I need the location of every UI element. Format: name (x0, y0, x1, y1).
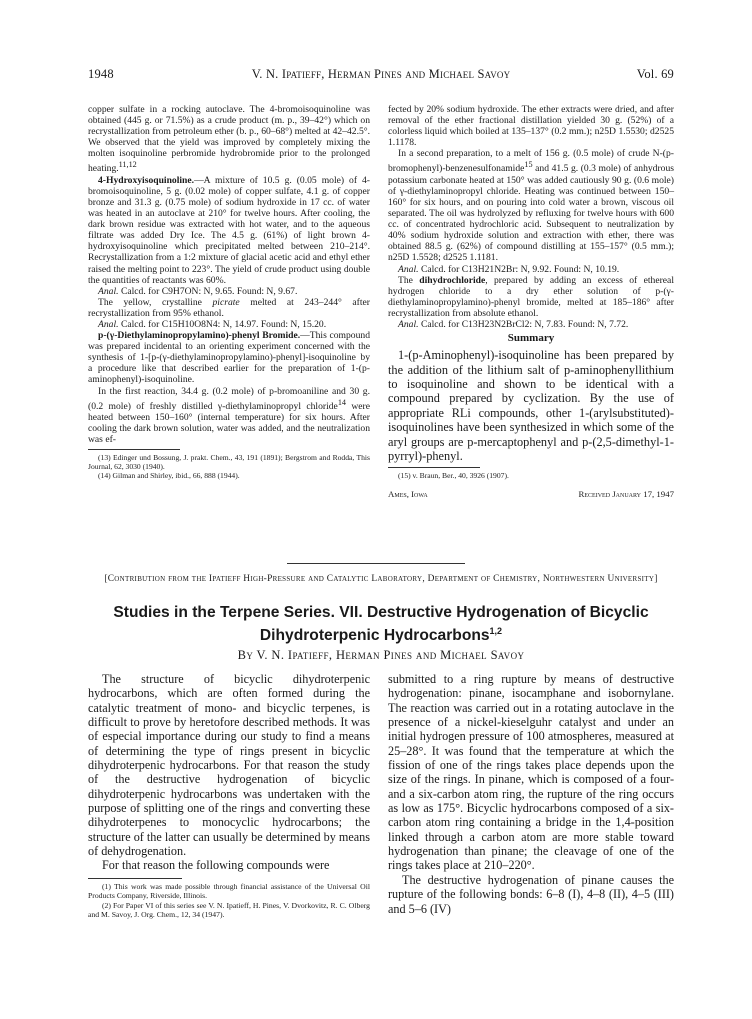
received-date: Received January 17, 1947 (578, 488, 674, 499)
paragraph: The yellow, crystalline picrate melted at 243–244° after recrystallization from 95% ethanol. (88, 296, 370, 319)
paragraph: For that reason the following compounds were (102, 858, 330, 873)
analysis-line: Anal. Calcd. for C9H7ON: N, 9.65. Found: N, 9.67. (98, 285, 298, 297)
paragraph: In a second preparation, to a melt of 156 g. (0.5 mole) of crude N-(p-bromophenyl)-benzenesulfonamide$^{15}$ and 41.5 g. (0.3 mole) of anhydrous potassium carbonate heated at 150° was added cautiously 90 g. (0.6 mole) of γ-diethylaminopropyl chloride. Heating was continued between 150–160° for six hours, and on pouring into cold water a brown, viscous oil separated. The oil was hydrolyzed by refluxing for twelve hours with 600 cc. of concentrated hydrochloric acid. Subsequent to neutralization by 40% sodium hydroxide solution and extraction with ether, there was obtained 88.5 g. (62%) of compound distilling at 155–157° (0.5 mm.); n25D 1.5528; d2525 1.1181. (388, 148, 674, 264)
paragraph: The dihydrochloride, prepared by adding an excess of ethereal hydrogen chloride to a dry ether solution of p-(γ-diethylaminopropylamino)-phenyl bromide, melted at 185–186° after recrystallization from absolute ethanol. (388, 274, 674, 319)
paragraph: p-(γ-Diethylaminopropylamino)-phenyl Bromide.—This compound was prepared incidental to an orienting experiment concerned with the synthesis of 1-[p-(γ-diethylaminopropylamino)-phenyl]-isoquinoline by a procedure like that described earlier for the preparation of 1-(p-aminophenyl)-isoquinoline. (88, 330, 370, 386)
footnote-rule (388, 467, 480, 468)
article-title: Studies in the Terpene Series. VII. Destructive Hydrogenation of Bicyclic Dihydroterpenic Hydrocarbons$^{1,2}$ (113, 604, 649, 645)
running-header (88, 67, 674, 83)
body-left-column (88, 672, 370, 919)
paragraph: The structure of bicyclic dihydroterpenic hydrocarbons, which are often formed during the catalytic treatment of mono- and bicyclic terpenes, is difficult to prove by heretofore described methods. It was of especial importance during our study to find a means of determining the type of rings present in bicyclic dihydroterpenic hydrocarbons. For that reason the study of the destructive hydrogenation of bicyclic dihydroterpenic hydrocarbons was undertaken with the purpose of splitting one of the rings and converting these dihydroterpenes to monocyclic hydrocarbons; the structure of the latter can usually be determined by means of dehydrogenation. (88, 672, 370, 859)
footnote: (1) This work was made possible through financial assistance of the Universal Oil Products Company, Riverside, Illinois. (88, 881, 370, 901)
summary-text: 1-(p-Aminophenyl)-isoquinoline has been prepared by the addition of the lithium salt of p-aminophenyllithium to isoquinoline and shown to be identical with a compound prepared by cyclization. By the use of appropriate RLi compounds, other 1-(arylsubstituted)-isoquinolines have been synthesized in which some of the aryl groups are p-mercaptophenyl and p-(2,5-dimethyl-1-pyrryl)-phenyl. (388, 348, 674, 463)
body-right-column (388, 672, 674, 916)
paragraph: submitted to a ring rupture by means of destructive hydrogenation: pinane, isocamphane and isobornylane. The reaction was carried out in a rotating autoclave in the presence of a nickel-kieselguhr catalyst and under an initial hydrogen pressure of 100 atmospheres, measured at 25–28°. It was found that the temperature at which the fission of one of the rings takes place depends upon the size of the rings. In pinane, which is composed of a four- and a six-carbon atom ring, the rupture of the ring occurs as low as 175°. Bicyclic hydrocarbons composed of a six-carbon atom ring containing a bridge in the 1,4-position linked through a carbon atom are more stable toward hydrogenation than pinane; the cleavage of one of the rings takes place at 210–220°. (388, 672, 674, 873)
analysis-line: Anal. Calcd. for C13H21N2Br: N, 9.92. Found: N, 10.19. (398, 263, 620, 275)
right-column (388, 104, 674, 501)
footnote: (13) Edinger und Bossung, J. prakt. Chem., 43, 191 (1891); Bergstrom and Rodda, This Journal, 62, 3030 (1940). (88, 453, 370, 472)
location: Ames, Iowa (388, 488, 428, 499)
paragraph: copper sulfate in a rocking autoclave. The 4-bromoisoquinoline was obtained (445 g. or 71.5%) as a crude product (m. p., 39–42°) which on recrystallization from petroleum ether (b. p., 60–68°) melted at 42–42.5°. We observed that the yield was improved by completely mixing the molten isoquinoline perbromide hydrobromide prior to the prolonged heating.$^{11,12}$ (88, 104, 370, 175)
summary-heading: Summary (507, 332, 555, 345)
footnote: (14) Gilman and Shirley, ibid., 66, 888 (1944). (98, 471, 240, 481)
paragraph: The destructive hydrogenation of pinane causes the rupture of the following bonds: 6–8 (I), 4–8 (II), 4–5 (III) and 5–6 (IV) (388, 872, 674, 916)
footnote-rule (88, 449, 180, 450)
page-number: 1948 (88, 67, 114, 81)
footnote: (15) v. Braun, Ber., 40, 3926 (1907). (398, 471, 509, 481)
volume-label: Vol. 69 (636, 67, 674, 81)
footnote-rule (88, 878, 182, 879)
header-authors: V. N. Ipatieff, Herman Pines and Michael Savoy (251, 67, 511, 81)
paragraph: In the first reaction, 34.4 g. (0.2 mole) of p-bromoaniline and 30 g. (0.2 mole) of freshly distilled γ-diethylaminopropyl chloride$^{14}$ were heated between 150–160° (internal temperature) for six hours. After cooling the dark brown solution, water was added, and the neutralization was ef- (88, 385, 370, 446)
contribution-line: [Contribution from the Ipatieff High-Pressure and Catalytic Laboratory, Department of Chemistry, Northwestern University] (104, 574, 658, 584)
signoff (388, 489, 674, 501)
analysis-line: Anal. Calcd. for C13H23N2BrCl2: N, 7.83. Found: N, 7.72. (398, 318, 629, 330)
analysis-line: Anal. Calcd. for C15H10O8N4: N, 14.97. Found: N, 15.20. (98, 318, 327, 330)
section-divider (287, 563, 465, 564)
paragraph: fected by 20% sodium hydroxide. The ether extracts were dried, and after removal of the ether fractional distillation yielded 30 g. (52%) of a colorless liquid which boiled at 135–137° (0.2 mm.); n25D 1.5530; d2525 1.1178. (388, 104, 674, 149)
paragraph: 4-Hydroxyisoquinoline.—A mixture of 10.5 g. (0.05 mole) of 4-bromoisoquinoline, 5 g. (0.02 mole) of copper sulfate, 4.1 g. of copper bronze and 31.3 g. (0.75 mole) of sodium hydroxide in 17 cc. of water was heated in an autoclave at 210° for twelve hours. After cooling, the dark brown residue was extracted with hot water, and to the aqueous filtrate was added Dry Ice. The 4.5 g. (61%) of light brown 4-hydroxyisoquinoline which precipitated melted between 210–214°. Recrystallization from a 1:2 mixture of glacial acetic acid and ethyl ether raised the melting point to 223°. The yield of crude product using double the quantities of reactants was 60%. (88, 174, 370, 286)
left-column (88, 104, 370, 480)
byline: By V. N. Ipatieff, Herman Pines and Michael Savoy (237, 648, 525, 662)
footnote: (2) For Paper VI of this series see V. N. Ipatieff, H. Pines, V. Dvorkovitz, R. C. Olberg and M. Savoy, J. Org. Chem., 12, 34 (1947). (88, 900, 370, 920)
